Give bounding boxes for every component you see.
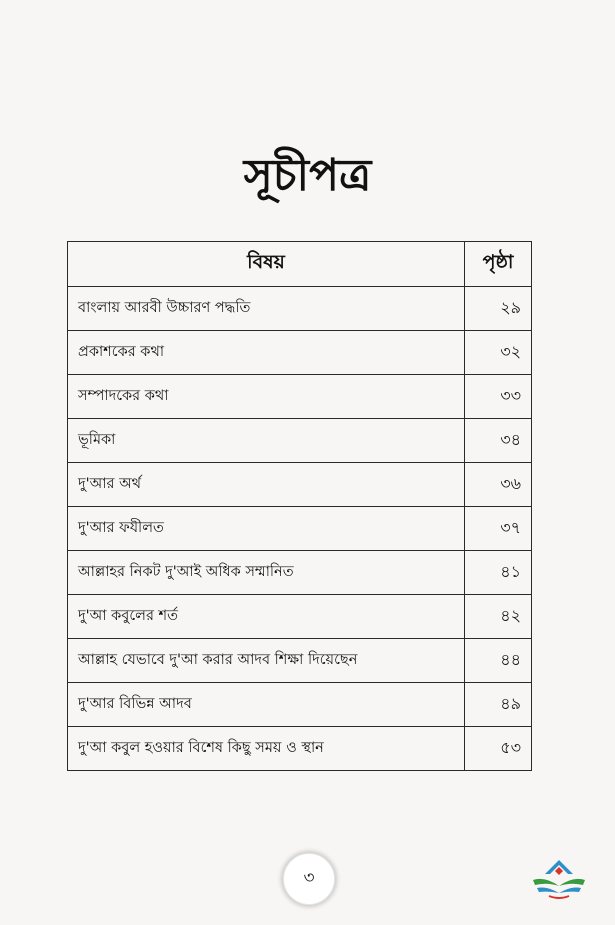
table-row [68, 287, 532, 331]
page-title: সূচীপত্র [243, 150, 372, 201]
table-row [68, 683, 532, 727]
logo-book-right [559, 879, 585, 886]
table-header-row [68, 242, 532, 287]
row-topic: দু'আ কবুল হওয়ার বিশেষ কিছু সময় ও স্থান [68, 727, 465, 771]
row-topic: আল্লাহর নিকট দু'আই অধিক সম্মানিত [68, 551, 465, 595]
topic-column-header: বিষয় [68, 242, 465, 287]
row-page: ৪৯ [465, 683, 532, 727]
table-row [68, 551, 532, 595]
row-page: ৩৩ [465, 375, 532, 419]
row-topic: দু'আর ফযীলত [68, 507, 465, 551]
row-topic: প্রকাশকের কথা [68, 331, 465, 375]
row-page: ৫৩ [465, 727, 532, 771]
publisher-logo-icon [529, 858, 589, 902]
row-topic: বাংলায় আরবী উচ্চারণ পদ্ধতি [68, 287, 465, 331]
logo-accent [555, 867, 563, 875]
contents-table [67, 241, 532, 771]
row-page: ৩২ [465, 331, 532, 375]
logo-underline [549, 896, 569, 898]
row-page: ৪৪ [465, 639, 532, 683]
table-row [68, 639, 532, 683]
table-row [68, 727, 532, 771]
row-page: ৪২ [465, 595, 532, 639]
row-page: ২৯ [465, 287, 532, 331]
page-column-header: পৃষ্ঠা [465, 242, 532, 287]
logo-book-base-left [537, 888, 559, 893]
table-row [68, 331, 532, 375]
row-topic: দু'আর বিভিন্ন আদব [68, 683, 465, 727]
row-page: ৩৭ [465, 507, 532, 551]
row-topic: আল্লাহ যেভাবে দু'আ করার আদব শিক্ষা দিয়েছেন [68, 639, 465, 683]
row-topic: সম্পাদকের কথা [68, 375, 465, 419]
logo-book-base-right [559, 888, 581, 893]
page-number-text: ৩ [303, 868, 315, 888]
row-page: ৩৬ [465, 463, 532, 507]
table-row [68, 507, 532, 551]
table-row [68, 595, 532, 639]
table-row [68, 375, 532, 419]
table-row [68, 463, 532, 507]
row-topic: ভূমিকা [68, 419, 465, 463]
table-row [68, 419, 532, 463]
page-number-badge [283, 853, 335, 905]
row-page: ৩৪ [465, 419, 532, 463]
row-topic: দু'আর অর্থ [68, 463, 465, 507]
row-page: ৪১ [465, 551, 532, 595]
row-topic: দু'আ কবুলের শর্ত [68, 595, 465, 639]
logo-book-left [533, 879, 559, 886]
